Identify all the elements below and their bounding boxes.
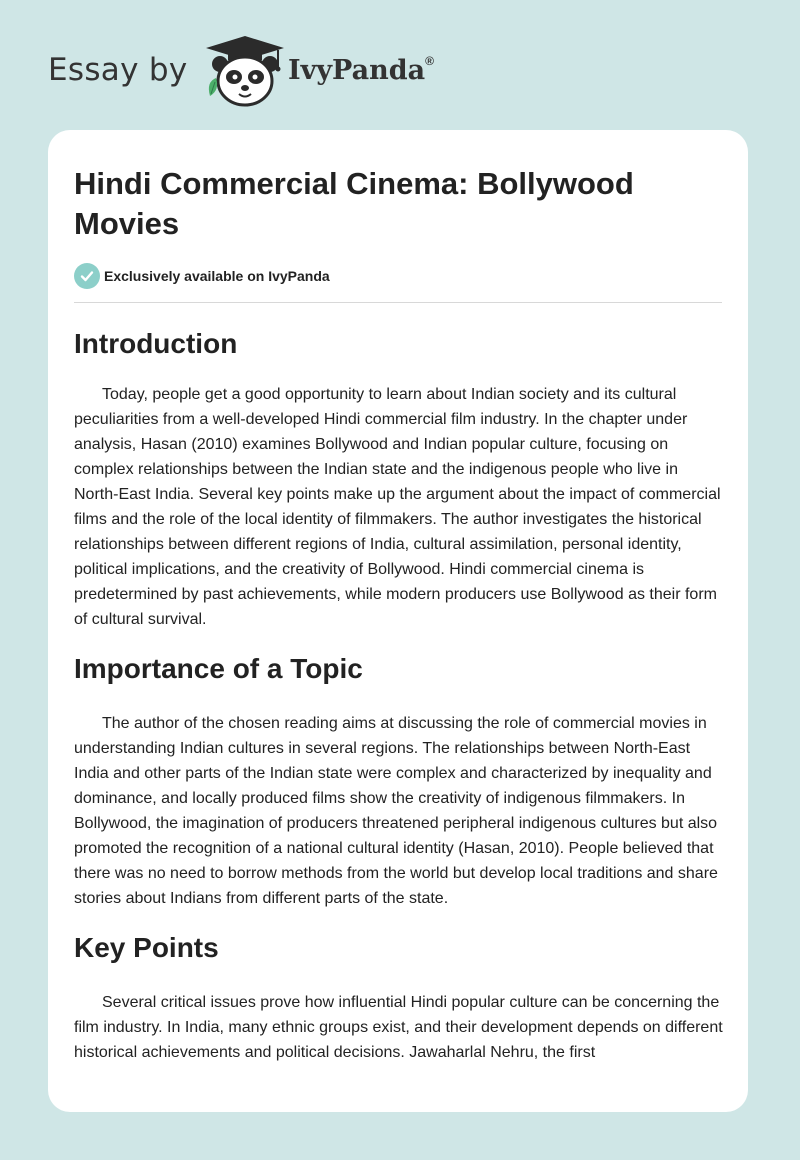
section-paragraph-key-points: Several critical issues prove how influential Hindi popular culture can be concerning the film industry. In India, many ethnic groups exist, and their development depends on different historical achievements and political decisions. Jawaharlal Nehru, the first — [74, 994, 723, 1061]
brand-prefix: Essay by — [48, 52, 188, 88]
article-content — [74, 164, 724, 1065]
section-heading-key-points: Key Points — [74, 932, 219, 963]
exclusive-badge — [74, 263, 724, 289]
site-header — [48, 34, 548, 110]
badge-text: Exclusively available on IvyPanda — [104, 268, 330, 284]
divider — [74, 302, 722, 303]
article-card — [48, 130, 748, 1112]
section-heading-importance: Importance of a Topic — [74, 653, 363, 684]
section-paragraph-importance: The author of the chosen reading aims at discussing the role of commercial movies in understanding Indian cultures in several regions. The relationships between North-East India and other parts of the Indian state were complex and characterized by inequality and dominance, and locally produced films show the creativity of indigenous filmmakers. In Bollywood, the imagination of producers threatened peripheral indigenous cultures but also promoted the recognition of a national cultural identity (Hasan, 2010). People believed that there was no need to borrow methods from the world but develop local traditions and share stories about Indians from different parts of the state. — [74, 715, 718, 907]
article-title: Hindi Commercial Cinema: Bollywood Movies — [74, 166, 634, 241]
panda-graduation-cap-icon[interactable] — [204, 34, 286, 110]
check-circle-icon — [74, 263, 100, 289]
brand-name[interactable]: IvyPanda® — [288, 54, 434, 86]
registered-mark: ® — [425, 54, 434, 68]
section-paragraph-introduction: Today, people get a good opportunity to learn about Indian society and its cultural peculiarities from a well-developed Hindi commercial film industry. In the chapter under analysis, Hasan (2010) examines Bollywood and Indian popular culture, focusing on complex relationships between the Indian state and the indigenous people who live in North-East India. Several key points make up the argument about the impact of commercial films and the role of the local identity of filmmakers. The author investigates the historical relationships between different regions of India, cultural assimilation, personal identity, political implications, and the creativity of Bollywood. Hindi commercial cinema is predetermined by past achievements, while modern producers use Bollywood as their form of cultural survival. — [74, 386, 721, 628]
section-heading-introduction: Introduction — [74, 328, 238, 359]
